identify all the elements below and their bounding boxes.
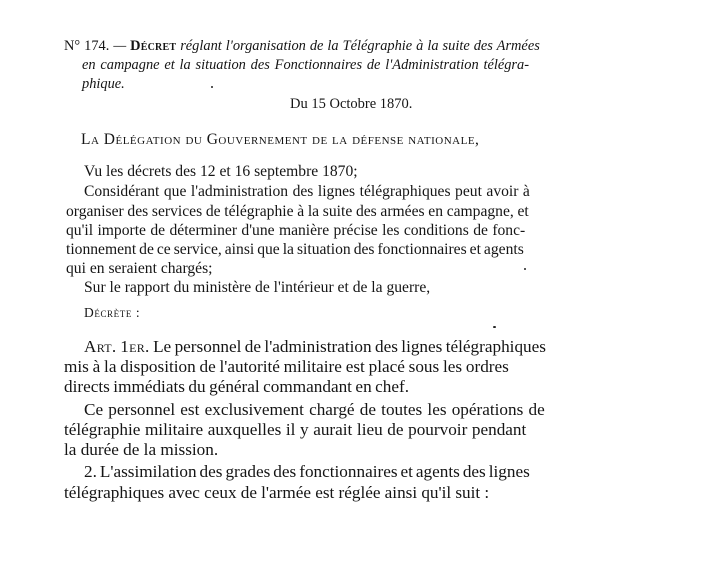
issuing-authority-heading: La Délégation du Gouvernement de la défense nationale, (81, 131, 480, 148)
article-1-text: Le personnel de l'administration des lignes télégraphiques (153, 337, 546, 356)
preamble-line-4: qu'il importe de déterminer d'une manière précise les conditions de fonc- (66, 222, 526, 239)
decree-number: N° 174. (64, 38, 110, 54)
decree-title-line-2: en campagne et la situation des Fonctionnaires de l'Administration télégra- (82, 57, 530, 73)
title-dash: — (113, 38, 127, 54)
scan-speck (211, 86, 213, 88)
decree-title-line-3: phique. (82, 76, 125, 92)
preamble-line-1: Vu les décrets des 12 et 16 septembre 1870; (84, 163, 358, 180)
scan-speck (493, 326, 496, 328)
decree-title-line-1 (64, 39, 540, 53)
preamble-line-3: organiser des services de télégraphie à la suite des armées en campagne, et (66, 203, 529, 220)
article-1-para-2-line-2: télégraphie militaire auxquelles il y aurait lieu de pourvoir pendant (64, 420, 527, 439)
decree-date: Du 15 Octobre 1870. (290, 96, 413, 112)
article-2-line-2: télégraphiques avec ceux de l'armée est réglée ainsi qu'il suit : (64, 483, 490, 502)
article-1-para-2-line-3: la durée de la mission. (64, 440, 219, 459)
decree-label: Décret (130, 38, 177, 54)
decrete-heading: Décrète : (84, 305, 141, 320)
article-1-para-2-line-1: Ce personnel est exclusivement chargé de toutes les opérations de (84, 400, 545, 419)
preamble-line-7: Sur le rapport du ministère de l'intérieur et de la guerre, (84, 279, 431, 296)
article-1-line-3: directs immédiats du général commandant en chef. (64, 377, 410, 396)
preamble-line-6: qui en seraient chargés; (66, 260, 213, 277)
article-1-line-2: mis à la disposition de l'autorité militaire est placé sous les ordres (64, 357, 509, 376)
preamble-line-5: tionnement de ce service, ainsi que la situation des fonctionnaires et agents (66, 241, 524, 258)
article-1-label: Art. 1er. (84, 337, 150, 356)
decree-title-text: réglant l'organisation de la Télégraphie à la suite des Armées (180, 38, 540, 54)
article-2-line-1: 2. L'assimilation des grades des fonctionnaires et agents des lignes (84, 462, 530, 481)
scan-speck (524, 268, 526, 270)
preamble-line-2: Considérant que l'administration des lignes télégraphiques peut avoir à (84, 183, 530, 200)
article-1-line-1 (84, 338, 546, 355)
